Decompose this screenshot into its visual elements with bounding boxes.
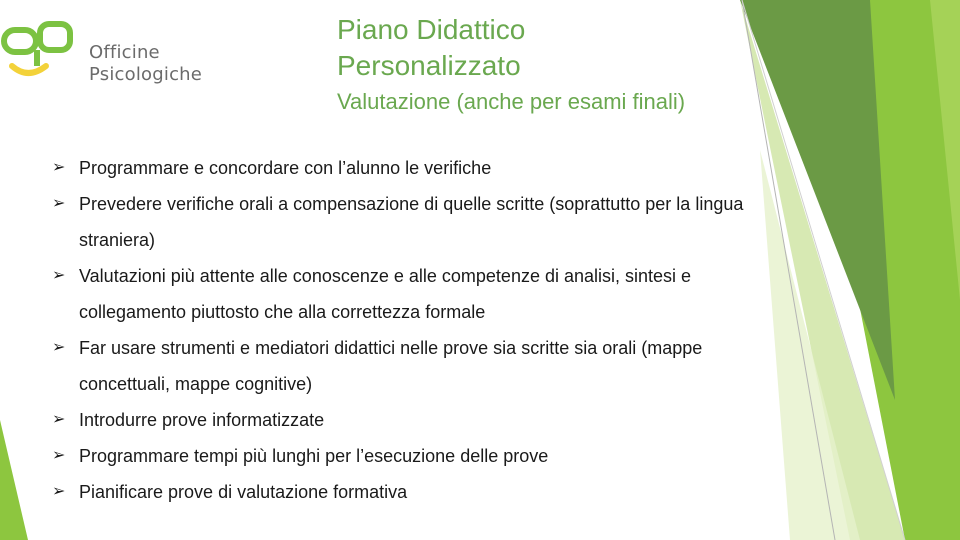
list-item-text: Prevedere verifiche orali a compensazione di quelle scritte (soprattutto per la lingua straniera)	[79, 194, 744, 250]
list-item-text: Pianificare prove di valutazione formativa	[79, 482, 408, 502]
arrow-bullet-icon: ➢	[52, 411, 66, 428]
list-item	[52, 150, 782, 186]
list-item	[52, 438, 782, 474]
list-item-text: Programmare e concordare con l’alunno le verifiche	[79, 158, 492, 178]
bullet-list	[52, 150, 782, 510]
list-item	[52, 330, 782, 402]
arrow-bullet-icon: ➢	[52, 483, 66, 500]
logo-wordmark	[89, 42, 202, 86]
list-item	[52, 258, 782, 330]
logo-mark-icon	[0, 14, 80, 84]
arrow-bullet-icon: ➢	[52, 195, 66, 212]
logo-line-2: Psicologiche	[89, 64, 203, 85]
arrow-bullet-icon: ➢	[52, 267, 66, 284]
arrow-bullet-icon: ➢	[52, 339, 66, 356]
arrow-bullet-icon: ➢	[52, 159, 66, 176]
arrow-bullet-icon: ➢	[52, 447, 66, 464]
logo-line-1: Officine	[89, 42, 160, 63]
list-item	[52, 402, 782, 438]
logo	[0, 14, 210, 84]
left-corner-triangle	[0, 420, 28, 540]
list-item-text: Introdurre prove informatizzate	[79, 410, 325, 430]
list-item-text: Far usare strumenti e mediatori didattici nelle prove sia scritte sia orali (mappe concettuali, mappe cognitive)	[79, 338, 703, 394]
slide-title: Piano Didattico Personalizzato	[337, 14, 526, 81]
list-item	[52, 474, 782, 510]
slide-subtitle: Valutazione (anche per esami finali)	[337, 89, 686, 114]
list-item-text: Valutazioni più attente alle conoscenze e alle competenze di analisi, sintesi e collegamento piuttosto che alla correttezza formale	[79, 266, 692, 322]
list-item	[52, 186, 782, 258]
list-item-text: Programmare tempi più lunghi per l’esecuzione delle prove	[79, 446, 549, 466]
